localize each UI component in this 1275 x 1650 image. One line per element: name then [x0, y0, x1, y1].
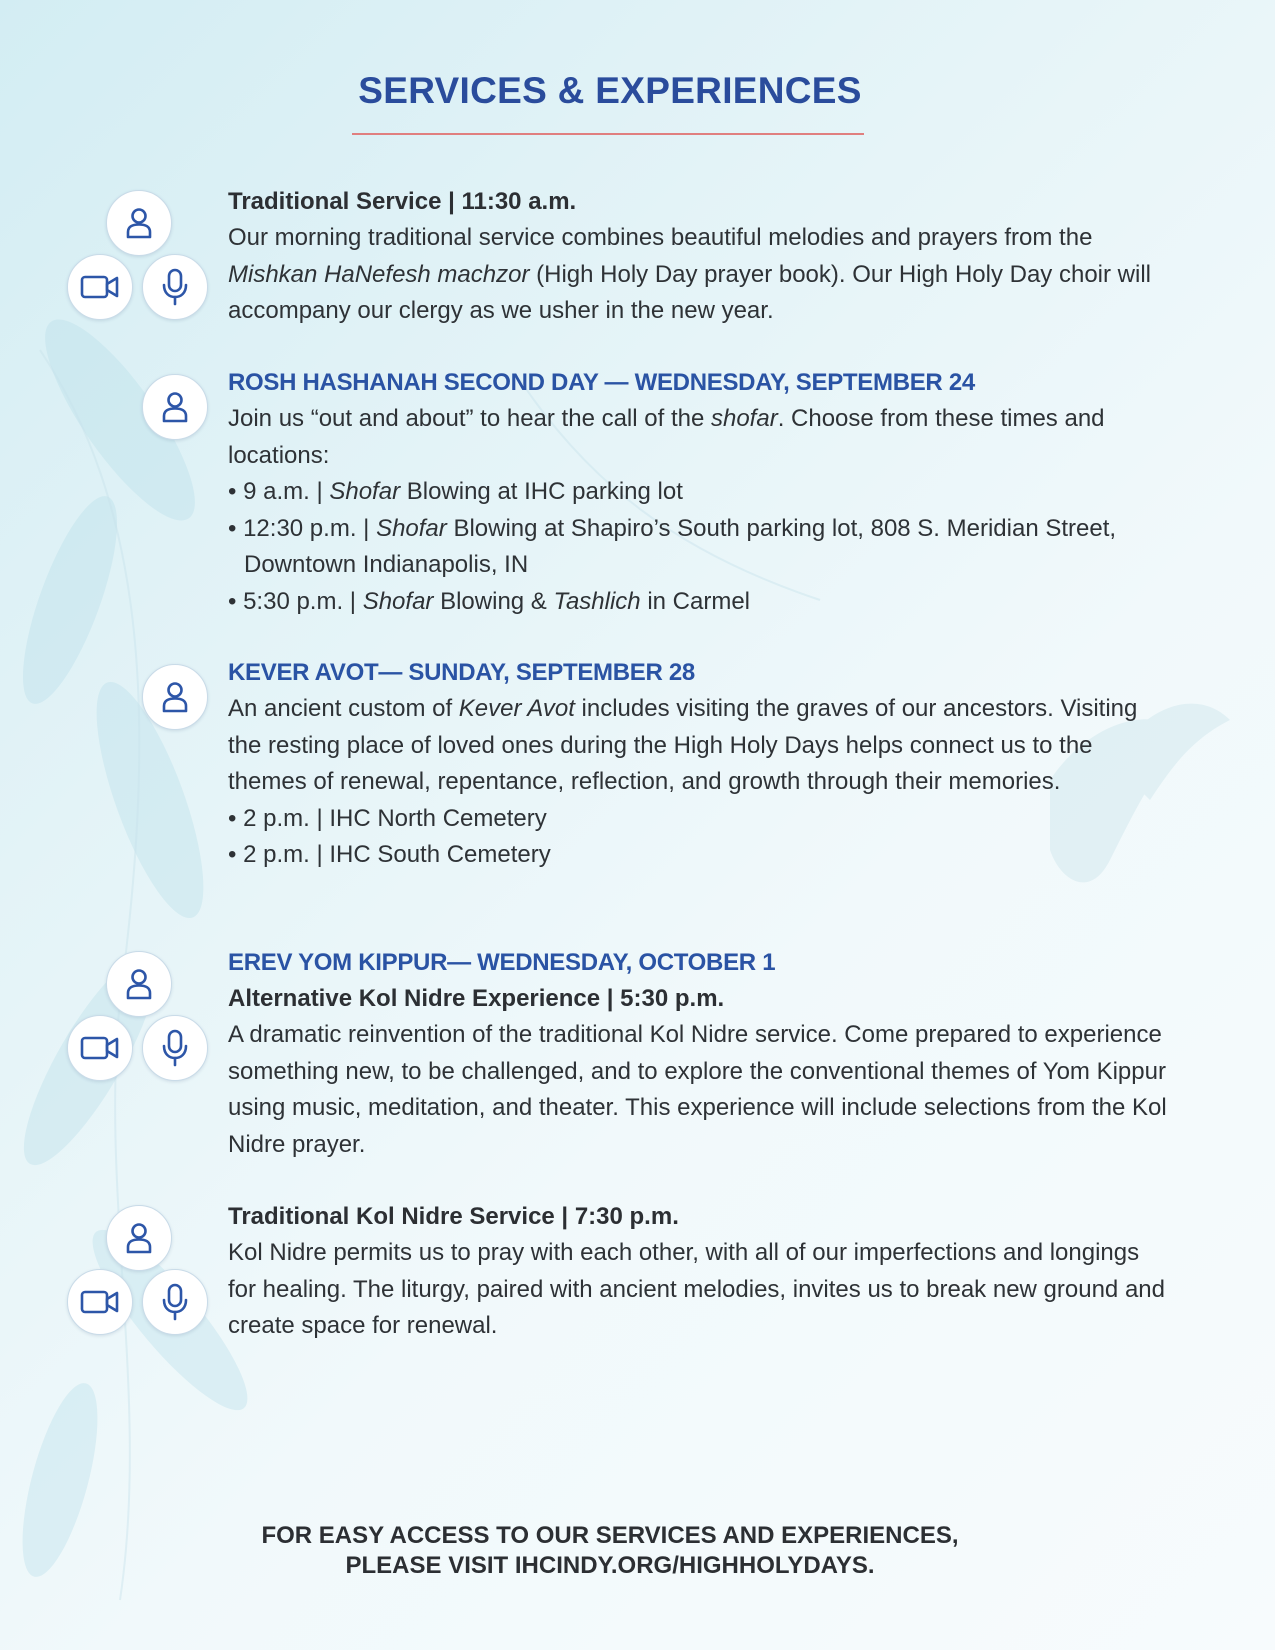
in-person-icon: [142, 374, 208, 440]
section-subheading: Alternative Kol Nidre Experience | 5:30 p.m.: [228, 985, 725, 1012]
text-run: Join us “out and about” to hear the call of the: [228, 405, 711, 432]
video-camera-icon: [67, 1015, 133, 1081]
footer-note: [0, 1521, 1220, 1581]
times-list: [228, 801, 1168, 874]
title-divider: [352, 133, 864, 135]
list-item: [228, 511, 1168, 584]
text-run: . Choose from these times and locations:: [228, 405, 1105, 469]
italic-text: shofar: [710, 405, 778, 432]
video-camera-icon: [67, 254, 133, 320]
text-run: Blowing at Shapiro’s South parking lot, 808 S. Meridian Street, Downtown Indianapolis, IN: [244, 514, 1117, 578]
italic-text: Shofar: [376, 514, 447, 542]
text-run: 12:30 p.m. |: [243, 514, 377, 542]
text-run: Kol Nidre permits us to pray with each other, with all of our imperfections and longings for healing. The liturgy, paired with ancient melodies, invites us to break new ground and create space for renewal.: [228, 1239, 1165, 1339]
list-item: [228, 837, 1168, 874]
microphone-icon: [142, 254, 208, 320]
list-item: [228, 474, 1168, 511]
section-heading: KEVER AVOT— SUNDAY, SEPTEMBER 28: [228, 659, 695, 686]
section-heading: Traditional Kol Nidre Service | 7:30 p.m.: [228, 1203, 679, 1230]
microphone-icon: [142, 1015, 208, 1081]
rosh-hashanah-second-day-section: [228, 365, 1168, 620]
footer-line-2: PLEASE VISIT IHCINDY.ORG/HIGHHOLYDAYS.: [345, 1552, 875, 1579]
text-run: A dramatic reinvention of the traditional Kol Nidre service. Come prepared to experience something new, to be challenged, and to explore the conventional themes of Yom Kippur using music, meditation, and theater. This experience will include selections from the Kol Nidre prayer.: [228, 1021, 1167, 1158]
video-camera-icon: [67, 1269, 133, 1335]
text-run: 5:30 p.m. |: [243, 587, 363, 615]
section-heading: ROSH HASHANAH SECOND DAY — WEDNESDAY, SEPTEMBER 24: [228, 369, 975, 396]
in-person-icon: [106, 1205, 172, 1271]
microphone-icon: [142, 1269, 208, 1335]
text-run: 2 p.m. | IHC South Cemetery: [243, 841, 551, 868]
traditional-service-section: [228, 184, 1168, 330]
times-list: [228, 474, 1168, 620]
kever-avot-section: [228, 655, 1168, 874]
italic-text: Kever Avot: [458, 695, 575, 722]
in-person-icon: [142, 664, 208, 730]
text-run: includes visiting the graves of our ancestors. Visiting the resting place of loved ones during the High Holy Days helps connect us to the themes of renewal, repentance, reflection, and growth through their memories.: [228, 695, 1138, 795]
text-run: Blowing &: [433, 587, 554, 615]
erev-yom-kippur-section: [228, 945, 1168, 1163]
section-body: [228, 220, 1168, 330]
text-run: in Carmel: [640, 587, 751, 615]
text-run: (High Holy Day prayer book). Our High Holy Day choir will accompany our clergy as we usher in the new year.: [228, 260, 1151, 324]
in-person-icon: [106, 951, 172, 1017]
text-run: Our morning traditional service combines beautiful melodies and prayers from the: [228, 224, 1093, 251]
italic-text: Shofar: [362, 587, 434, 615]
text-run: 2 p.m. | IHC North Cemetery: [243, 804, 547, 832]
text-run: An ancient custom of: [228, 695, 459, 722]
footer-line-1: FOR EASY ACCESS TO OUR SERVICES AND EXPERIENCES,: [261, 1522, 959, 1549]
traditional-kol-nidre-section: [228, 1199, 1168, 1345]
italic-text: Shofar: [329, 478, 401, 505]
section-heading: Traditional Service | 11:30 a.m.: [228, 188, 577, 215]
text-run: 9 a.m. |: [243, 478, 330, 505]
section-heading: EREV YOM KIPPUR— WEDNESDAY, OCTOBER 1: [228, 949, 776, 976]
page-title: SERVICES & EXPERIENCES: [358, 70, 862, 111]
italic-text: Mishkan HaNefesh machzor: [228, 260, 530, 288]
section-body: [228, 691, 1168, 801]
text-run: Blowing at IHC parking lot: [400, 478, 683, 505]
section-body: [228, 401, 1168, 474]
list-item: [228, 801, 1168, 838]
section-body: [228, 1235, 1168, 1345]
list-item: [228, 584, 1168, 621]
in-person-icon: [106, 190, 172, 256]
italic-text: Tashlich: [553, 587, 641, 615]
section-body: [228, 1017, 1168, 1163]
